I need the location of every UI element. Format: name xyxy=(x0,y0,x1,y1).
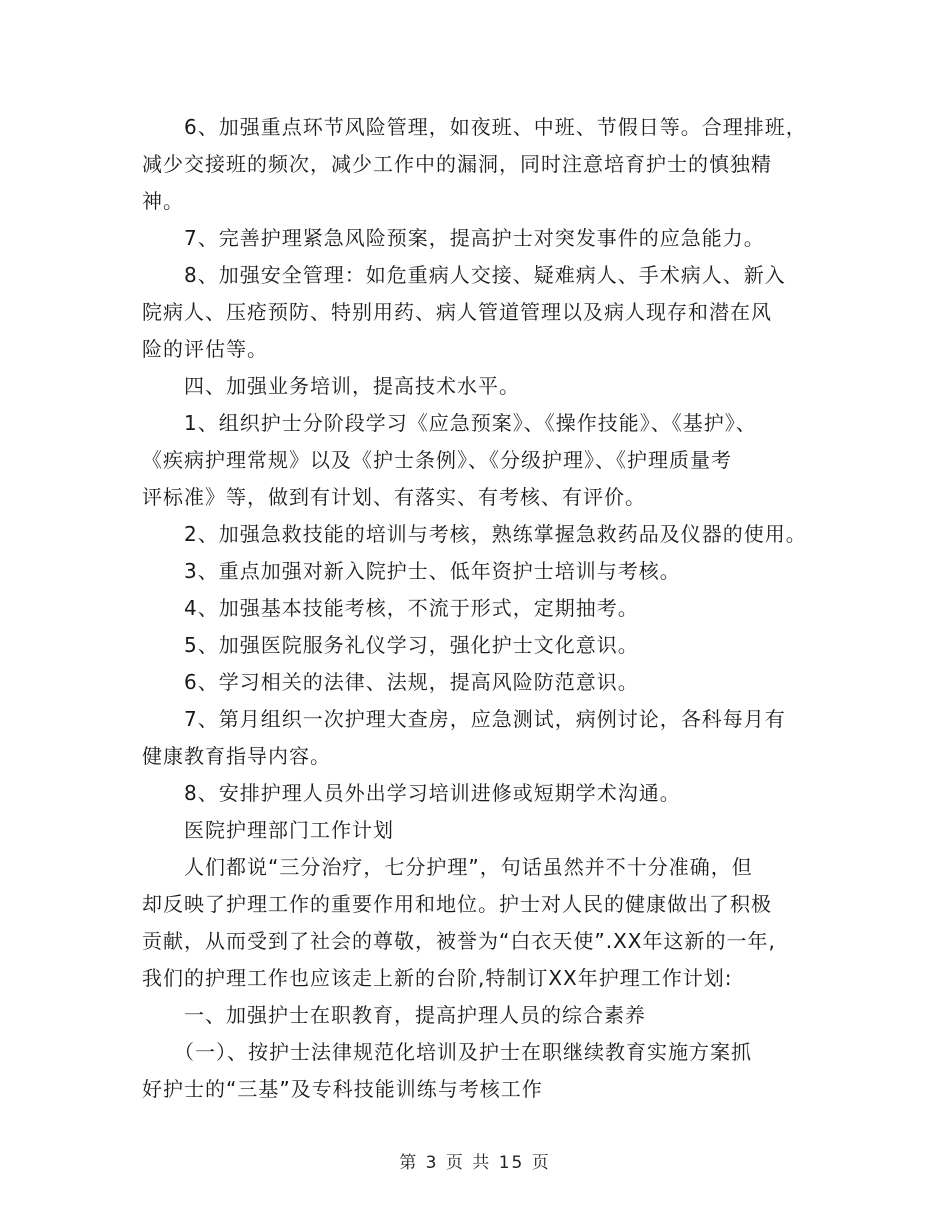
text-line: 2、加强急救技能的培训与考核，熟练掌握急救药品及仪器的使用。 xyxy=(142,522,807,546)
page-number: 第 3 页 共 15 页 xyxy=(399,1153,551,1173)
text-line: 减少交接班的频次，减少工作中的漏洞，同时注意培育护士的慎独精 xyxy=(142,152,772,176)
text-line: （一）、按护士法律规范化培训及护士在职继续教育实施方案抓 xyxy=(142,1040,752,1064)
text-line: 7、第月组织一次护理大查房，应急测试，病例讨论，各科每月有 xyxy=(142,707,786,731)
text-line: 7、完善护理紧急风险预案，提高护士对突发事件的应急能力。 xyxy=(142,226,765,250)
text-line: 我们的护理工作也应该走上新的台阶,特制订XX年护理工作计划: xyxy=(142,966,733,990)
text-line: 6、加强重点环节风险管理，如夜班、中班、节假日等。合理排班， xyxy=(142,115,807,139)
section-heading: 四、加强业务培训，提高技术水平。 xyxy=(142,374,520,398)
text-line: 1、组织护士分阶段学习《应急预案》、《操作技能》、《基护》、 xyxy=(142,411,757,435)
text-line: 5、加强医院服务礼仪学习，强化护士文化意识。 xyxy=(142,633,639,657)
text-line: 人们都说“三分治疗，七分护理”，句话虽然并不十分准确，但 xyxy=(142,855,753,879)
text-line: 健康教育指导内容。 xyxy=(142,744,331,768)
text-line: 4、加强基本技能考核，不流于形式，定期抽考。 xyxy=(142,596,639,620)
section-heading: 一、加强护士在职教育，提高护理人员的综合素养 xyxy=(142,1003,646,1027)
text-line: 评标准》等，做到有计划、有落实、有考核、有评价。 xyxy=(142,485,646,509)
text-line: 《疾病护理常规》以及《护士条例》、《分级护理》、《护理质量考 xyxy=(142,448,732,472)
document-title: 医院护理部门工作计划 xyxy=(142,818,394,842)
text-line: 却反映了护理工作的重要作用和地位。护士对人民的健康做出了积极 xyxy=(142,892,772,916)
text-line: 院病人、压疮预防、特别用药、病人管道管理以及病人现存和潜在风 xyxy=(142,300,772,324)
text-line: 神。 xyxy=(142,189,184,213)
text-line: 8、安排护理人员外出学习培训进修或短期学术沟通。 xyxy=(142,781,681,805)
text-line: 8、加强安全管理：如危重病人交接、疑难病人、手术病人、新入 xyxy=(142,263,786,287)
text-line: 好护士的“三基”及专科技能训练与考核工作 xyxy=(142,1077,543,1101)
text-line: 险的评估等。 xyxy=(142,337,268,361)
text-line: 3、重点加强对新入院护士、低年资护士培训与考核。 xyxy=(142,559,681,583)
text-line: 6、学习相关的法律、法规，提高风险防范意识。 xyxy=(142,670,639,694)
text-line: 贡献，从而受到了社会的尊敬，被誉为“白衣天使”.XX年这新的一年, xyxy=(142,929,776,953)
